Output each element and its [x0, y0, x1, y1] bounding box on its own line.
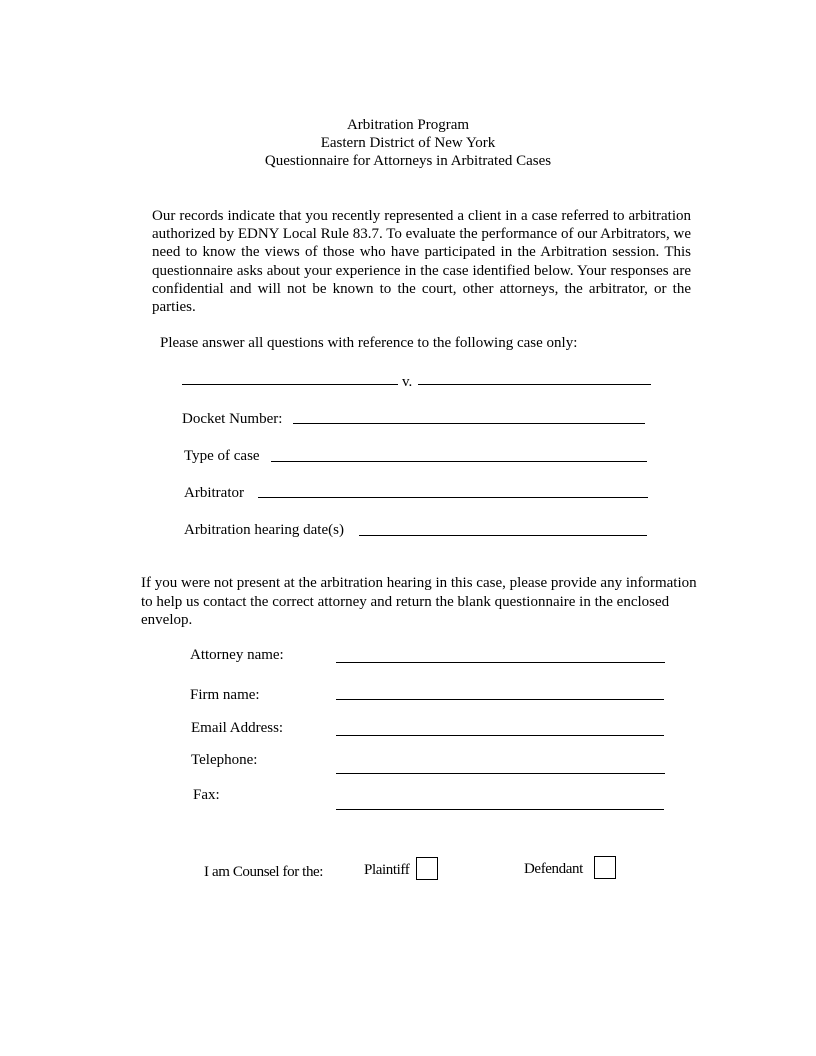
fax-field[interactable]	[336, 809, 664, 810]
email-address-field[interactable]	[336, 735, 664, 736]
telephone-label: Telephone:	[191, 752, 258, 768]
form-subtitle-questionnaire: Questionnaire for Attorneys in Arbitrated Cases	[264, 153, 552, 169]
firm-name-label: Firm name:	[190, 687, 260, 703]
form-subtitle-district: Eastern District of New York	[320, 135, 496, 151]
plaintiff-checkbox[interactable]	[416, 857, 438, 880]
type-of-case-field[interactable]	[271, 461, 647, 462]
instruction-text: Please answer all questions with reference to the following case only:	[160, 335, 578, 351]
plaintiff-label: Plaintiff	[364, 862, 410, 878]
type-of-case-label: Type of case	[184, 448, 260, 464]
attorney-name-label: Attorney name:	[190, 647, 284, 663]
counsel-label: I am Counsel for the:	[204, 864, 324, 880]
hearing-dates-field[interactable]	[359, 535, 647, 536]
docket-number-field[interactable]	[293, 423, 645, 424]
defendant-name-field[interactable]	[418, 384, 651, 385]
defendant-checkbox[interactable]	[594, 856, 616, 879]
fax-label: Fax:	[193, 787, 220, 803]
contact-paragraph: If you were not present at the arbitration hearing in this case, please provide any information to help us contact the correct attorney and return the blank questionnaire in the enclosed envelop.	[141, 575, 697, 628]
attorney-name-field[interactable]	[336, 662, 665, 663]
docket-number-label: Docket Number:	[182, 411, 283, 427]
intro-paragraph: Our records indicate that you recently represented a client in a case referred to arbitration authorized by EDNY Local Rule 83.7. To evaluate the performance of our Arbitrators, we need to know the views of those who have participated in the Arbitration session. This questionnaire asks about your experience in the case identified below. Your responses are confidential and will not be known to the court, other attorneys, the arbitrator, or the parties.	[152, 208, 691, 316]
hearing-dates-label: Arbitration hearing date(s)	[184, 522, 344, 538]
defendant-label: Defendant	[524, 861, 583, 877]
arbitrator-field[interactable]	[258, 497, 648, 498]
arbitrator-label: Arbitrator	[184, 485, 244, 501]
plaintiff-name-field[interactable]	[182, 384, 398, 385]
firm-name-field[interactable]	[336, 699, 664, 700]
form-title: Arbitration Program	[346, 117, 470, 133]
telephone-field[interactable]	[336, 773, 665, 774]
email-address-label: Email Address:	[191, 720, 284, 736]
versus-label: v.	[402, 374, 413, 390]
